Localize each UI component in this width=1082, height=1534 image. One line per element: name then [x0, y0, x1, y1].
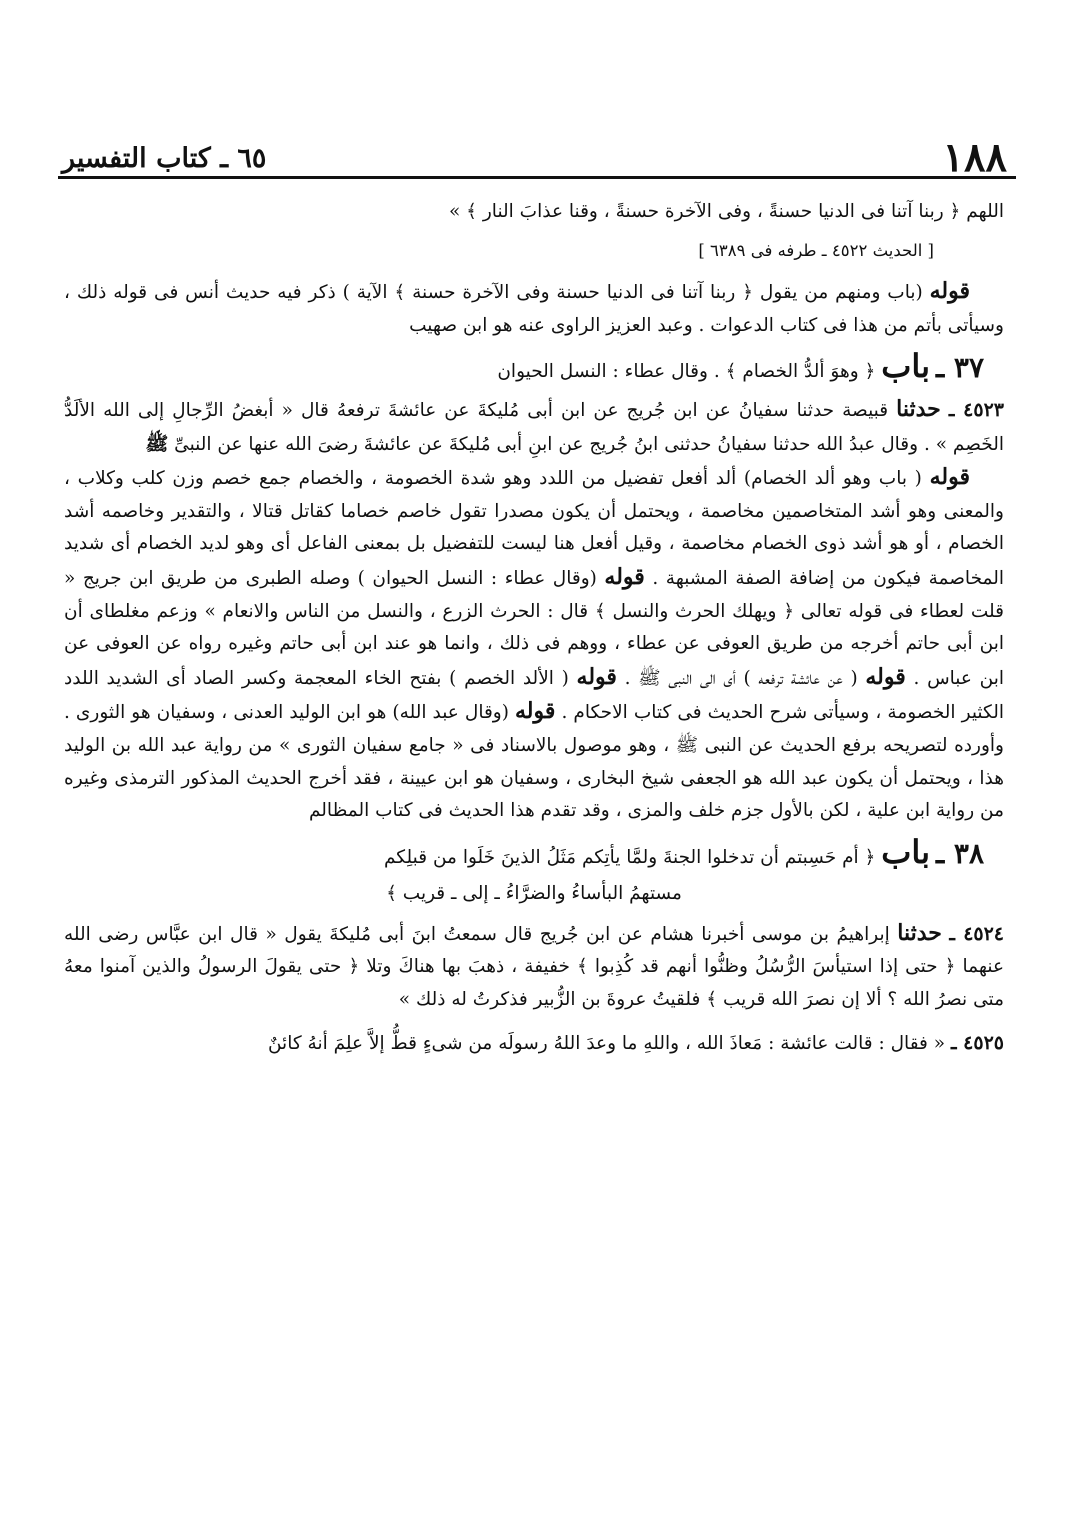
- paragraph-text: ( باب وهو ألد الخصام) ألد أفعل تفضيل من اللدد وهو شدة الخصومة ، والخصام جمع خصم وزن كلب وكلاب ، والمعنى وهو أشد المتخاصمين مخاصمة ، ويحتمل أن يكون مصدرا تقول خاصم خصاما كقاتل قتالا ، والتقدير وخاصمه أشد الخصام ، أو هو أشد ذوى الخصام مخاصمة ، وقيل أفعل هنا ليست للتفضيل بل بمعنى الفاعل أى وهو لديد الخصام أى شديد المخاصمة فيكون من إضافة الصفة المشبهة .: [64, 468, 1004, 589]
- paragraph-text: ( الألد الخصم ) بفتح الخاء المعجمة وكسر الصاد أى الشديد اللدد الكثير الخصومة ، وسيأتى شرح الحديث فى كتاب الاحكام .: [64, 667, 1004, 724]
- keyword-qawluhu: قوله: [576, 663, 617, 690]
- hadith-number: ٤٥٢٤ ـ: [949, 922, 1005, 945]
- hadith-number: ٤٥٢٥ ـ: [950, 1031, 1004, 1054]
- page-body: [64, 196, 1004, 1060]
- chapter-title-cont: مستهمُ البأساءُ والضرَّاءُ ـ إلى ـ قريب ﴾: [386, 883, 682, 905]
- hadith-continuation: [64, 196, 1004, 229]
- chapter-word: باب: [881, 347, 931, 386]
- hadith-4525: [64, 1027, 1004, 1061]
- hadith-text: إبراهيمُ بن موسى أخبرنا هشام عن ابن جُريج قال سمعتُ ابنَ أبى مُليكةَ يقول « قال ابن عبَّاس رضى الله عنهما ﴿ حتى إذا استيأسَ الرُّسُلُ وظنُّوا أنهم قد كُذِبوا ﴾ خفيفة ، ذهبَ بها هناكَ وتلا ﴿ حتى يقولَ الرسولُ والذين آمنوا معهُ متى نصرُ الله ؟ ألا إن نصرَ الله قريب ﴾ فلقيتُ عروةَ بن الزُّبير فذكرتُ له ذلك »: [64, 923, 1004, 1011]
- chapter-heading-37: [64, 347, 1004, 389]
- commentary-paragraph: [64, 275, 1004, 342]
- paragraph-text: (وقال عطاء : النسل الحيوان ) وصله الطبرى من طريق ابن جريج « قلت لعطاء فى قوله تعالى ﴿ ويهلك الحرث والنسل ﴾ قال : الحرث الزرع ، والنسل من الناس والانعام » وزعم مغلطاى أن ابن أبى حاتم أخرجه من طريق العوفى عن عطاء ، ووهم فى ذلك ، وانما هو عند ابن أبى حاتم وغيره رواه عن العوفى عن ابن عباس .: [64, 567, 1005, 689]
- salutation-glyph: ﷺ: [145, 432, 169, 455]
- keyword-qawluhu: قوله: [929, 278, 970, 305]
- paragraph-text: (باب ومنهم من يقول ﴿ ربنا آتنا فى الدنيا حسنة وفى الآخرة حسنة ﴾ الآية ) ذكر فيه حديث أنس فى قوله ذلك ، وسيأتى بأتم من هذا فى كتاب الدعوات . وعبد العزيز الراوى عنه هو ابن صهيب: [64, 282, 1004, 336]
- commentary-paragraph: [64, 461, 1004, 828]
- hadith-4524: [64, 917, 1004, 1017]
- hadith-4523: [64, 393, 1004, 461]
- keyword-haddathana: حدثنا: [896, 395, 941, 422]
- reference-text: [ الحديث ٤٥٢٢ ـ طرفه فى ٦٣٨٩ ]: [698, 240, 934, 260]
- hadith-reference: [64, 235, 1004, 268]
- paragraph-text: اللهم ﴿ ربنا آتنا فى الدنيا حسنةً ، وفى الآخرة حسنةً ، وقنا عذابَ النار ﴾ »: [448, 201, 1004, 222]
- keyword-qawluhu: قوله: [865, 663, 906, 690]
- chapter-number: ٣٨ ـ: [935, 836, 984, 870]
- page-header: [62, 134, 1007, 181]
- hadith-text: « فقال : قالت عائشة : مَعاذَ الله ، واللهِ ما وعدَ اللهُ رسولَه من شىءٍ قطُّ إلاَّ علِمَ أنهُ كائنٌ: [267, 1032, 946, 1054]
- keyword-qawluhu: قوله: [515, 698, 556, 725]
- paragraph-text: (وقال عبد الله) هو ابن الوليد العدنى ، وسفيان هو الثورى . وأورده لتصريحه برفع الحديث عن النبى ﷺ ، وهو موصول بالاسناد فى « جامع سفيان الثورى » من رواية عبد الله بن الوليد هذا ، ويحتمل أن يكون عبد الله هو الجعفى شيخ البخارى ، وسفيان هو ابن عيينة ، فقد أخرج الحديث المذكور الترمذى وغيره من رواية ابن علية ، لكن بالأول جزم خلف والمزى ، وقد تقدم هذا الحديث فى كتاب المظالم: [64, 702, 1004, 822]
- chapter-title: ﴿ وهوَ ألدُّ الخصام ﴾ . وقال عطاء : النسل الحيوان: [497, 361, 876, 383]
- chapter-heading-38: [64, 832, 1004, 875]
- running-title: ٦٥ ـ كتاب التفسير: [62, 143, 267, 174]
- chapter-title: ﴿ أم حَسِبتم أن تدخلوا الجنةَ ولمَّا يأتِكم مَثَلُ الذينَ خَلَوا من قبلِكم: [384, 846, 876, 868]
- keyword-qawluhu: قوله: [929, 464, 970, 491]
- keyword-haddathana: حدثنا: [897, 919, 942, 946]
- header-rule: [58, 176, 1016, 179]
- hadith-text: قبيصة حدثنا سفيانُ عن ابن جُريج عن ابن أبى مُليكةَ عن عائشةَ ترفعهُ قال « أبغضُ الرِّجالِ إلى الله الألَدُّ الخَصِم » . وقال عبدُ الله حدثنا سفيانُ حدثنى ابنُ جُريج عن ابنِ أبى مُليكةَ عن عائشةَ رضىَ الله عنها عن النبىِّ: [64, 399, 1004, 455]
- paragraph-text: ( عن عائشة ترفعه ) أى الى النبى ﷺ .: [624, 667, 858, 689]
- chapter-heading-continuation: [64, 878, 1004, 911]
- keyword-qawluhu: قوله: [604, 563, 645, 590]
- chapter-word: باب: [881, 832, 931, 871]
- hadith-number: ٤٥٢٣ ـ: [948, 398, 1004, 421]
- page-number: ١٨٨: [942, 134, 1007, 181]
- chapter-number: ٣٧ ـ: [935, 351, 984, 385]
